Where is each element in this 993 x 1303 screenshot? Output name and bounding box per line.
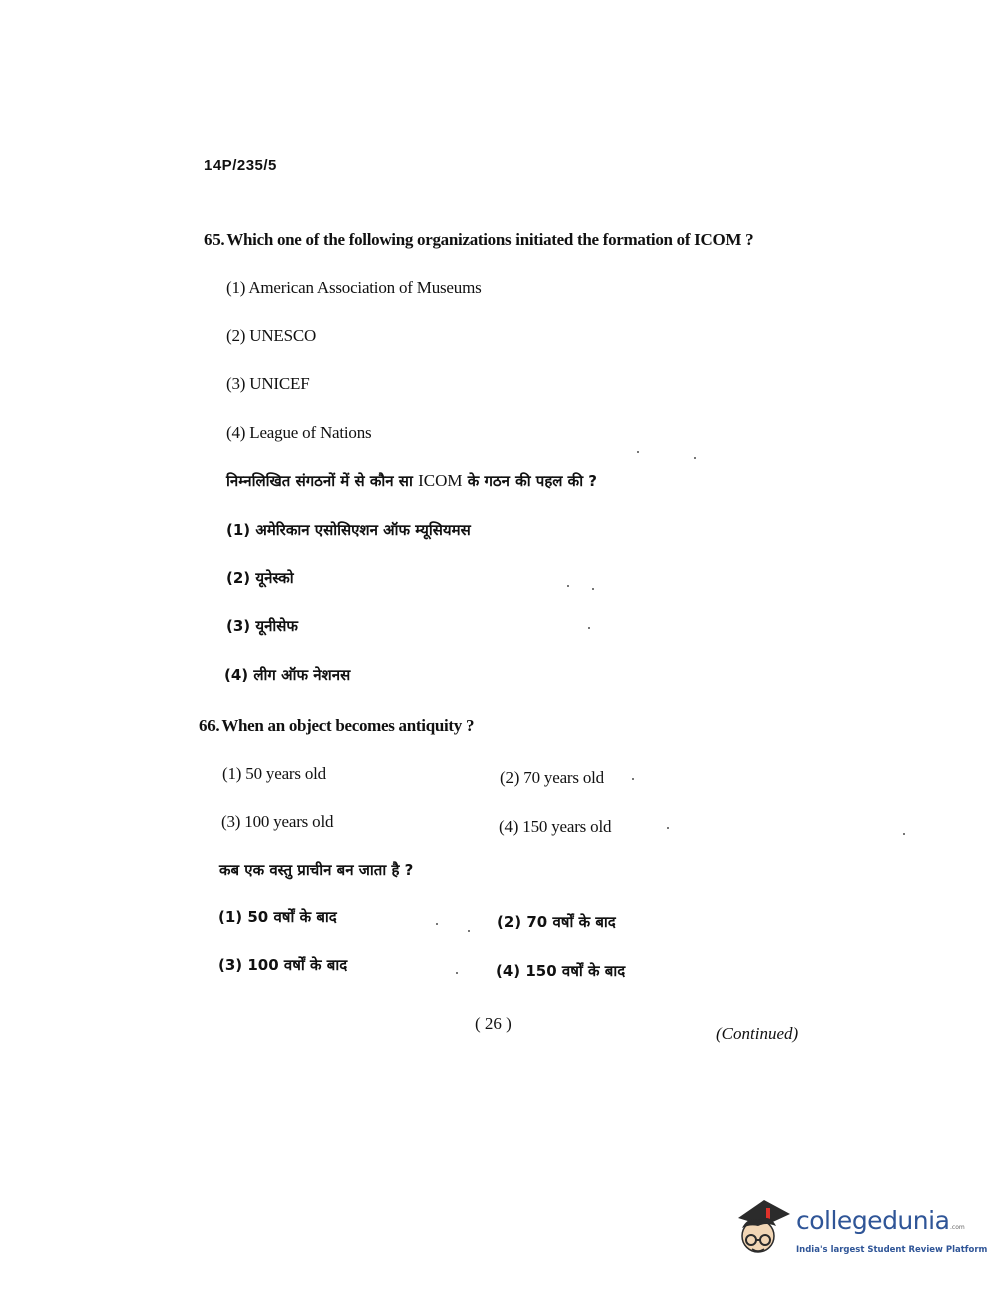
paper-code: 14P/235/5 bbox=[204, 157, 277, 174]
q65-option-4: (4) League of Nations bbox=[226, 423, 372, 442]
q66-option-2: (2) 70 years old bbox=[500, 768, 604, 787]
scan-speck bbox=[592, 588, 594, 590]
question-65 bbox=[204, 230, 753, 250]
q66-hindi-option-2: (2) 70 वर्षों के बाद bbox=[497, 913, 616, 931]
q65-hindi-option-1: (1) अमेरिकान एसोसिएशन ऑफ म्यूसियमस bbox=[226, 521, 471, 539]
brand-domain: .com bbox=[950, 1224, 965, 1231]
q66-option-3: (3) 100 years old bbox=[221, 812, 334, 831]
q65-hindi-question bbox=[226, 471, 597, 491]
q66-option-1: (1) 50 years old bbox=[222, 764, 326, 783]
scan-speck bbox=[436, 923, 438, 925]
page-number: ( 26 ) bbox=[475, 1014, 512, 1033]
q65-option-1: (1) American Association of Museums bbox=[226, 278, 482, 297]
question-text: Which one of the following organizations initiated the formation of ICOM ? bbox=[226, 230, 754, 249]
hindi-text-part: के गठन की पहल की ? bbox=[467, 472, 598, 490]
q65-hindi-option-3: (3) यूनीसेफ bbox=[226, 617, 298, 635]
scan-speck bbox=[456, 972, 458, 974]
question-number: 65. bbox=[204, 230, 225, 249]
q66-hindi-question: कब एक वस्तु प्राचीन बन जाता है ? bbox=[219, 861, 414, 879]
scan-speck bbox=[632, 778, 634, 780]
brand-name: collegedunia bbox=[796, 1206, 950, 1235]
q65-option-3: (3) UNICEF bbox=[226, 374, 310, 393]
scan-speck bbox=[637, 451, 639, 453]
continued-label: (Continued) bbox=[716, 1024, 799, 1043]
q65-hindi-option-2: (2) यूनेस्को bbox=[226, 569, 294, 587]
scan-speck bbox=[468, 930, 470, 932]
q66-hindi-option-1: (1) 50 वर्षों के बाद bbox=[218, 908, 337, 926]
question-text: When an object becomes antiquity ? bbox=[221, 716, 475, 735]
hindi-text-acronym: ICOM bbox=[418, 471, 463, 490]
q65-hindi-option-4: (4) लीग ऑफ नेशनस bbox=[224, 666, 351, 684]
scan-speck bbox=[667, 827, 669, 829]
brand-tagline: India's largest Student Review Platform bbox=[796, 1245, 988, 1255]
q66-hindi-option-4: (4) 150 वर्षों के बाद bbox=[496, 962, 626, 980]
q66-hindi-option-3: (3) 100 वर्षों के बाद bbox=[218, 956, 348, 974]
hindi-text-part: निम्नलिखित संगठनों में से कौन सा bbox=[226, 472, 413, 490]
q65-option-2: (2) UNESCO bbox=[226, 326, 317, 345]
q66-option-4: (4) 150 years old bbox=[499, 817, 612, 836]
scan-speck bbox=[903, 833, 905, 835]
scan-speck bbox=[694, 457, 696, 459]
scan-speck bbox=[567, 585, 569, 587]
question-66 bbox=[199, 716, 474, 736]
scan-speck bbox=[588, 627, 590, 629]
question-number: 66. bbox=[199, 716, 220, 735]
